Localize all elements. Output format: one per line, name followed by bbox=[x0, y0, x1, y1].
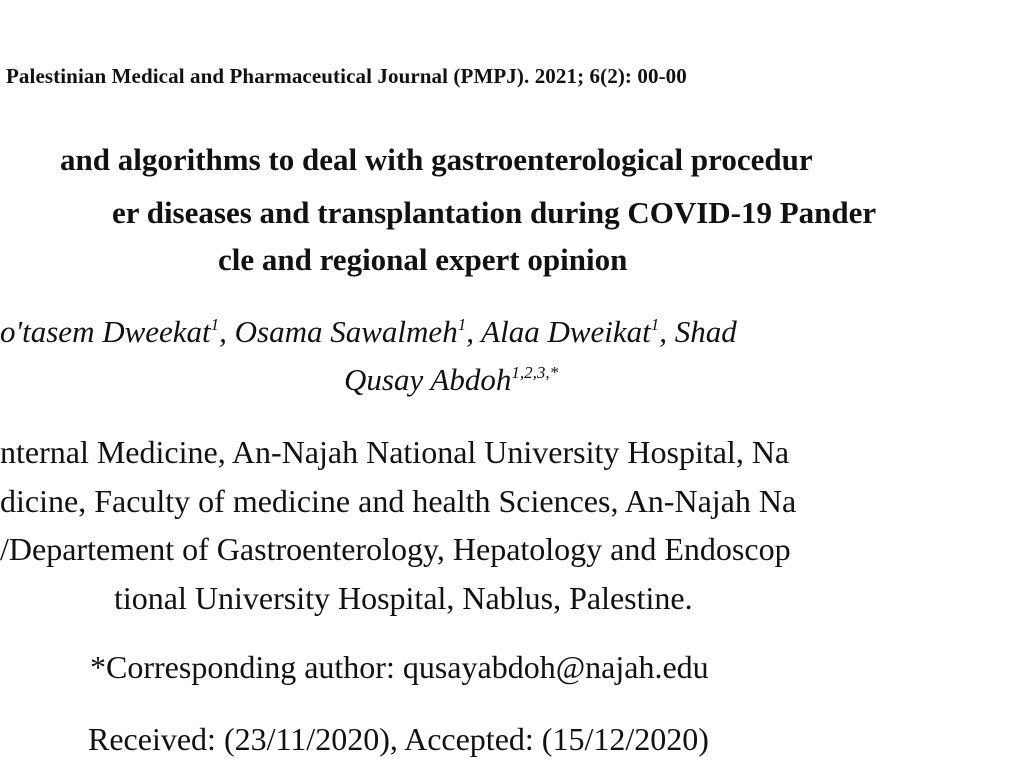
author-list-line-2 bbox=[344, 364, 558, 395]
author-name: o'tasem Dweekat bbox=[0, 314, 211, 349]
author-name: Osama Sawalmeh bbox=[234, 314, 458, 349]
author-separator: , bbox=[466, 314, 482, 349]
author-affiliation-marker: 1,2,3,* bbox=[511, 363, 559, 382]
article-title-line-3: cle and regional expert opinion bbox=[218, 242, 628, 277]
affiliation-line-2: dicine, Faculty of medicine and health Sciences, An-Najah Na bbox=[0, 483, 797, 519]
article-title-line-1: and algorithms to deal with gastroenterological procedur bbox=[60, 142, 813, 177]
author-affiliation-marker: 1 bbox=[210, 315, 220, 334]
author-list-line-1 bbox=[0, 316, 737, 347]
author-separator: , bbox=[659, 314, 675, 349]
affiliation-line-3: /Departement of Gastroenterology, Hepatology and Endoscop bbox=[0, 531, 791, 567]
author-name: Alaa Dweikat bbox=[481, 314, 651, 349]
article-title-line-2: er diseases and transplantation during COVID-19 Pander bbox=[112, 195, 877, 230]
journal-citation: Palestinian Medical and Pharmaceutical Journal (PMPJ). 2021; 6(2): 00-00 bbox=[6, 64, 687, 88]
received-accepted-dates: Received: (23/11/2020), Accepted: (15/12/2020) bbox=[88, 721, 709, 757]
corresponding-author: *Corresponding author: qusayabdoh@najah.edu bbox=[90, 649, 709, 685]
affiliation-line-4: tional University Hospital, Nablus, Palestine. bbox=[114, 580, 693, 616]
author-affiliation-marker: 1 bbox=[650, 315, 660, 334]
author-name: Qusay Abdoh bbox=[344, 362, 512, 397]
author-affiliation-marker: 1 bbox=[457, 315, 467, 334]
author-separator: , bbox=[219, 314, 235, 349]
author-name: Shad bbox=[674, 314, 737, 349]
affiliation-line-1: nternal Medicine, An-Najah National University Hospital, Na bbox=[0, 434, 790, 470]
